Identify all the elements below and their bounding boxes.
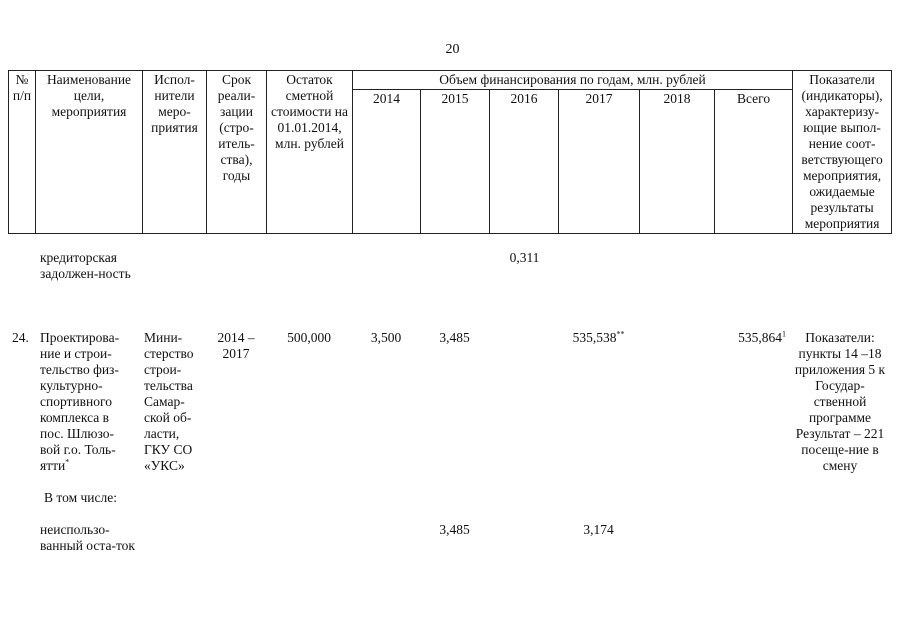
header-indicators: Показатели (индикаторы), характеризу-ющие выпол-нение соот-ветствующего мероприятия, ожидаемые результаты мероприятия: [793, 71, 892, 234]
item-total-number: 535,864: [738, 330, 782, 345]
item-name: [40, 330, 132, 474]
unused-2017-value: 3,174: [583, 522, 614, 537]
header-year-2017: 2017: [559, 90, 640, 234]
header-financing-group: Объем финансирования по годам, млн. рублей: [353, 71, 793, 90]
unused-label: неиспользо-ванный оста-ток: [40, 522, 135, 553]
item-rest: 500,000: [287, 330, 331, 345]
including-label: В том числе:: [44, 490, 117, 505]
header-year-2018: 2018: [640, 90, 715, 234]
header-num: № п/п: [9, 71, 36, 234]
header-year-2016: 2016: [490, 90, 559, 234]
item-number: 24.: [12, 330, 29, 345]
item-2015-value: 3,485: [439, 330, 470, 345]
item-indicators: Показатели: пункты 14 –18 приложения 5 к Государ-ственной программе Результат – 221 посеще-ние в смену: [794, 330, 886, 473]
item-name-text: Проектирова-ние и строи-тельство физ-культурно-спортивного комплекса в пос. Шлюзо-вой г.о. Толь-ятти: [40, 330, 120, 473]
unused-2015-value: 3,485: [439, 522, 470, 537]
header-year-total: Всего: [715, 90, 793, 234]
header-term: Срок реали-зации (стро-итель-ства), годы: [207, 71, 267, 234]
item-total-value: [714, 330, 786, 346]
item-total-footnote-mark: 1: [782, 329, 786, 339]
item-2017-number: 535,538: [572, 330, 617, 345]
header-year-2015: 2015: [421, 90, 490, 234]
item-2014-value: 3,500: [370, 330, 402, 345]
table-header: [8, 70, 892, 234]
header-rest: Остаток сметной стоимости на 01.01.2014, млн. рублей: [267, 71, 353, 234]
item-term: 2014 – 2017: [217, 330, 255, 361]
item-2017-footnote-mark: **: [616, 329, 625, 339]
item-name-footnote-mark: *: [65, 457, 70, 467]
header-executors: Испол-нители меро-приятия: [143, 71, 207, 234]
page-number: 20: [445, 42, 460, 57]
header-year-2014: 2014: [353, 90, 421, 234]
header-name: Наименование цели, мероприятия: [36, 71, 143, 234]
debt-2016-value: 0,311: [509, 250, 540, 265]
debt-label: кредиторская задолжен-ность: [40, 250, 131, 281]
item-2017-value: [558, 330, 639, 346]
item-executors: Мини-стерство строи-тельства Самар-ской об-ласти, ГКУ СО «УКС»: [144, 330, 194, 473]
